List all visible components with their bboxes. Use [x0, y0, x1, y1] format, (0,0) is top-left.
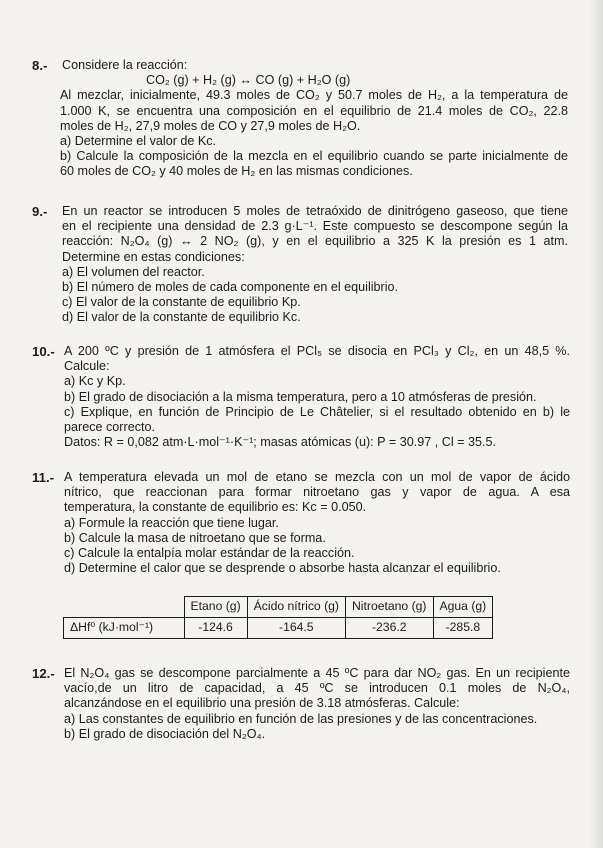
question-a: a) Kc y Kp.: [64, 374, 126, 389]
problem-text: [64, 666, 570, 742]
text-line: temperatura, la constante de equilibrio es: Kc = 0.050.: [64, 500, 367, 515]
problem-number: 12.-: [32, 666, 55, 681]
data-line: Datos: R = 0,082 atm·L·mol⁻¹·K⁻¹; masas atómicas (u): P = 30.97 , Cl = 35.5.: [64, 435, 496, 450]
table-cell: -164.5: [247, 618, 345, 639]
reaction-equation: CO₂ (g) + H₂ (g) ↔ CO (g) + H₂O (g): [146, 73, 351, 88]
table-header-row: [64, 597, 493, 618]
text-line: reacción: N₂O₄ (g) ↔ 2 NO₂ (g), y en el equilibrio a 325 K la presión es 1 atm.: [62, 234, 568, 249]
text-line: A 200 ºC y presión de 1 atmósfera el PCl₅ se disocia en PCl₃ y Cl₂, en un 48,5 %.: [64, 344, 570, 358]
problem-number: 9.-: [32, 204, 48, 219]
question-c: c) El valor de la constante de equilibrio Kp.: [62, 295, 301, 310]
table-header: Etano (g): [184, 597, 247, 618]
page-edge-shadow: [589, 0, 603, 848]
problem-number: 11.-: [32, 470, 54, 485]
table-header: Nitroetano (g): [345, 597, 433, 618]
problem-number: 8.-: [32, 58, 48, 73]
question-b: b) Calcule la composición de la mezcla en el equilibrio cuando se parte inicialmente de: [60, 149, 568, 164]
problem-text: [62, 58, 568, 180]
text-line: 1.000 K, se encuentra una composición en el equilibrio de 21.4 moles de CO₂, 22.8: [60, 103, 568, 118]
question-a: a) Las constantes de equilibrio en función de las presiones y de las concentraciones.: [64, 711, 538, 726]
text-line: En un reactor se introducen 5 moles de tetraóxido de dinitrógeno gaseoso, que tiene: [62, 204, 568, 218]
text-line: vacío,de un litro de capacidad, a 45 ºC se introducen 0.1 moles de N₂O₄,: [64, 681, 570, 696]
text-line: Determine en estas condiciones:: [62, 249, 245, 264]
table-header: Agua (g): [433, 597, 493, 618]
text-line: en el recipiente una densidad de 2.3 g·L⁻¹. Este compuesto se descompone según la: [62, 219, 568, 234]
table-cell: -236.2: [345, 618, 433, 639]
problem-text: [64, 344, 570, 450]
question-c: c) Calcule la entalpía molar estándar de la reacción.: [64, 546, 355, 561]
text-line: parece correcto.: [64, 420, 155, 435]
text-line: 60 moles de CO₂ y 40 moles de H₂ en las mismas condiciones.: [60, 164, 413, 179]
text-line: El N₂O₄ gas se descompone parcialmente a 45 ºC para dar NO₂ gas. En un recipiente: [64, 666, 570, 680]
text-line: moles de H₂, 27,9 moles de CO y 27,9 moles de H₂O.: [60, 118, 361, 133]
problem-text: [64, 470, 570, 576]
question-d: d) Determine el calor que se desprende o absorbe hasta alcanzar el equilibrio.: [64, 561, 501, 576]
problem-text: [62, 204, 568, 326]
text-line: A temperatura elevada un mol de etano se mezcla con un mol de vapor de ácido: [64, 470, 570, 484]
table-row: [64, 618, 493, 639]
table-cell: -124.6: [184, 618, 247, 639]
question-b: b) Calcule la masa de nitroetano que se forma.: [64, 530, 326, 545]
question-a: a) Formule la reacción que tiene lugar.: [64, 515, 279, 530]
text-line: Calcule:: [64, 359, 110, 374]
table-row-label: ΔHf⁰ (kJ·mol⁻¹): [64, 618, 185, 639]
enthalpy-table: [63, 596, 493, 639]
question-b: b) El grado de disociación a la misma temperatura, pero a 10 atmósferas de presión.: [64, 389, 537, 404]
text-line: alcanzándose en el equilibrio una presión de 3.18 atmósferas. Calcule:: [64, 696, 460, 711]
table-cell: -285.8: [433, 618, 493, 639]
table-corner: [64, 597, 185, 618]
question-a: a) El volumen del reactor.: [62, 264, 205, 279]
table-header: Ácido nítrico (g): [247, 597, 345, 618]
question-a: a) Determine el valor de Kc.: [60, 134, 217, 149]
problem-number: 10.-: [32, 344, 55, 359]
question-b: b) El número de moles de cada componente en el equilibrio.: [62, 280, 399, 295]
question-b: b) El grado de disociación del N₂O₄.: [64, 726, 266, 741]
text-line: nítrico, que reaccionan para formar nitroetano gas y vapor de agua. A esa: [64, 485, 570, 500]
text-line: Considere la reacción:: [62, 58, 188, 72]
text-line: Al mezclar, inicialmente, 49.3 moles de CO₂ y 50.7 moles de H₂, a la temperatura de: [60, 88, 568, 103]
question-d: d) El valor de la constante de equilibrio Kc.: [62, 310, 301, 325]
question-c: c) Explique, en función de Principio de Le Châtelier, si el resultado obtenido en b) le: [64, 404, 570, 419]
